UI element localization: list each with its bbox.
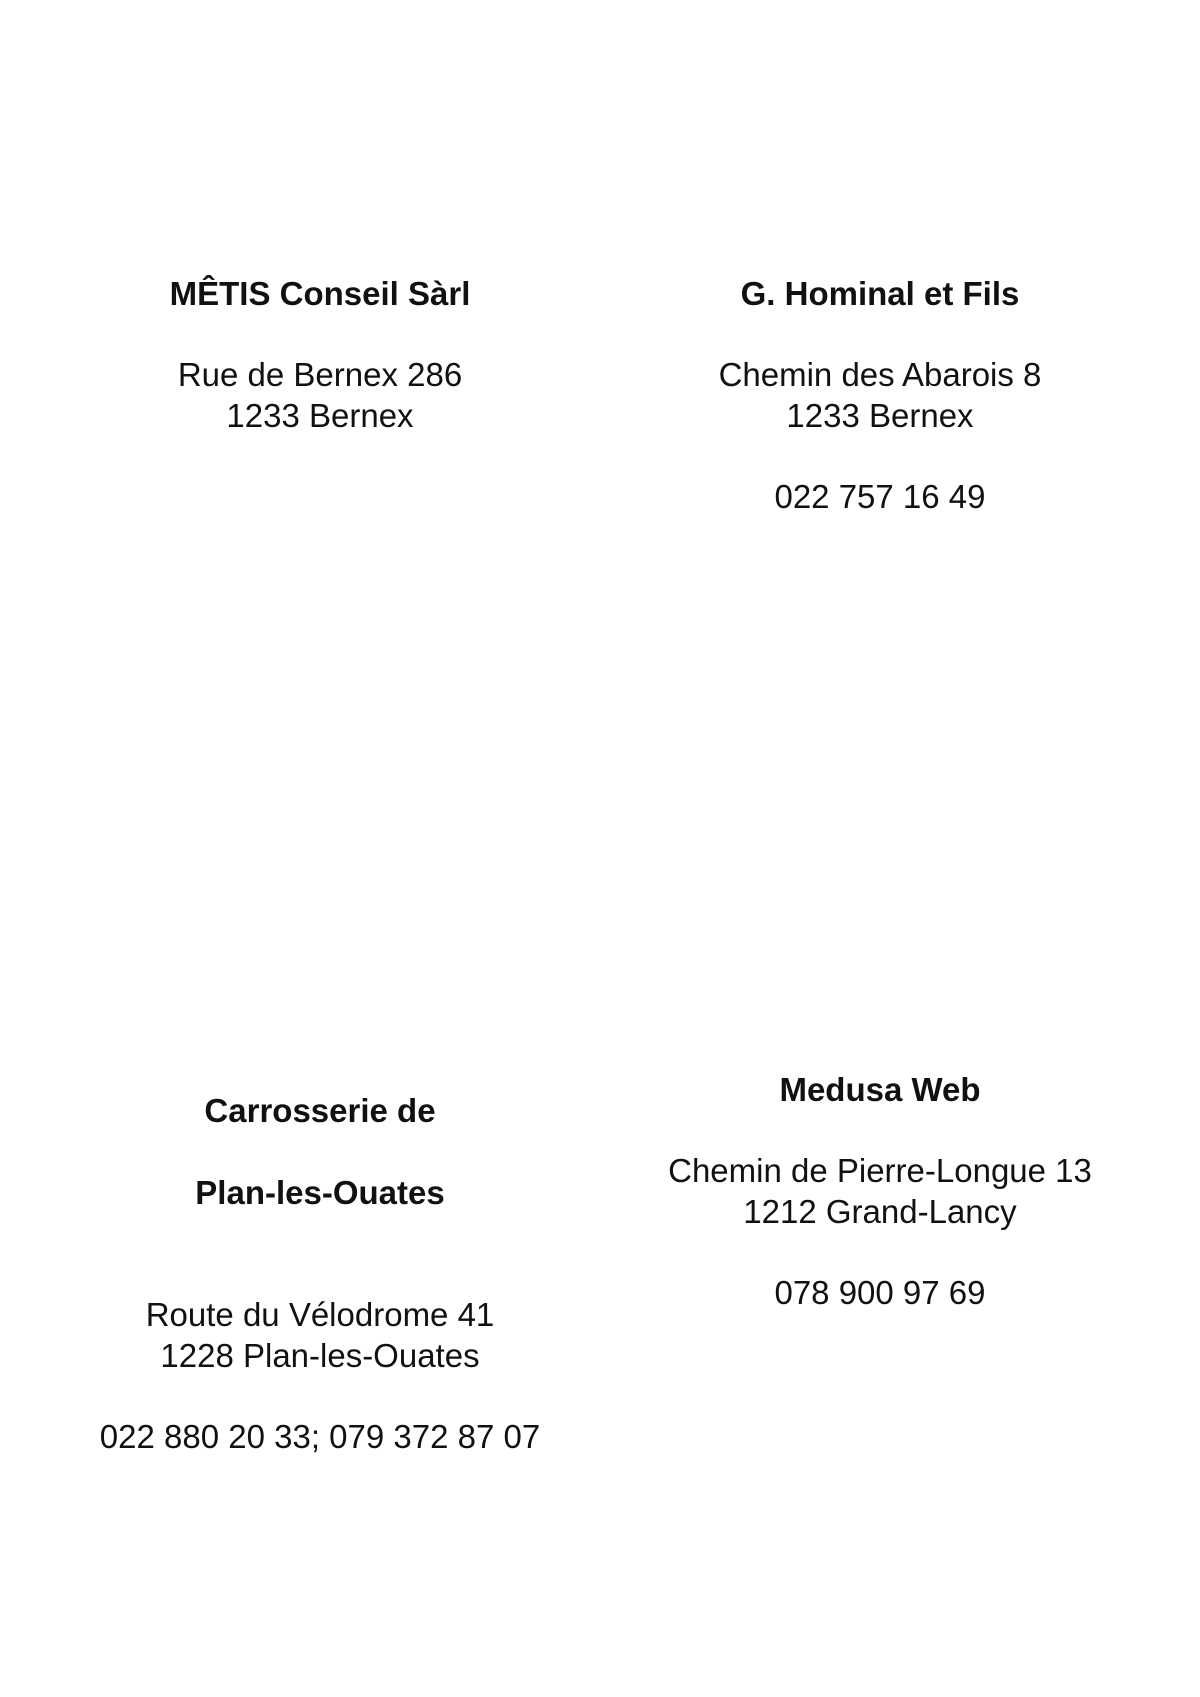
company-name: Medusa Web — [779, 1071, 981, 1108]
company-name: G. Hominal et Fils — [740, 275, 1020, 312]
company-phone: 022 880 20 33; 079 372 87 07 — [99, 1418, 541, 1455]
contact-card-hominal — [600, 273, 1160, 517]
address-street: Rue de Bernex 286 — [177, 356, 463, 393]
address-city: 1228 Plan-les-Ouates — [160, 1337, 480, 1374]
company-name-line2: Plan-les-Ouates — [195, 1174, 445, 1211]
company-address — [40, 354, 600, 436]
company-phone: 078 900 97 69 — [774, 1274, 986, 1311]
address-street: Chemin de Pierre-Longue 13 — [668, 1152, 1092, 1189]
company-address — [600, 1150, 1160, 1232]
company-phone: 022 757 16 49 — [774, 478, 986, 515]
company-address — [600, 354, 1160, 436]
company-name-line1: Carrosserie de — [204, 1092, 436, 1129]
company-address — [40, 1294, 600, 1376]
company-name: MÊTIS Conseil Sàrl — [169, 275, 471, 312]
contact-card-metis — [40, 273, 600, 436]
contact-card-carrosserie — [40, 1049, 600, 1457]
address-city: 1212 Grand-Lancy — [743, 1193, 1017, 1230]
contact-card-medusa — [600, 1069, 1160, 1313]
address-street: Chemin des Abarois 8 — [718, 356, 1042, 393]
address-street: Route du Vélodrome 41 — [145, 1296, 495, 1333]
address-city: 1233 Bernex — [786, 397, 974, 434]
address-city: 1233 Bernex — [226, 397, 414, 434]
company-name — [40, 1049, 600, 1254]
